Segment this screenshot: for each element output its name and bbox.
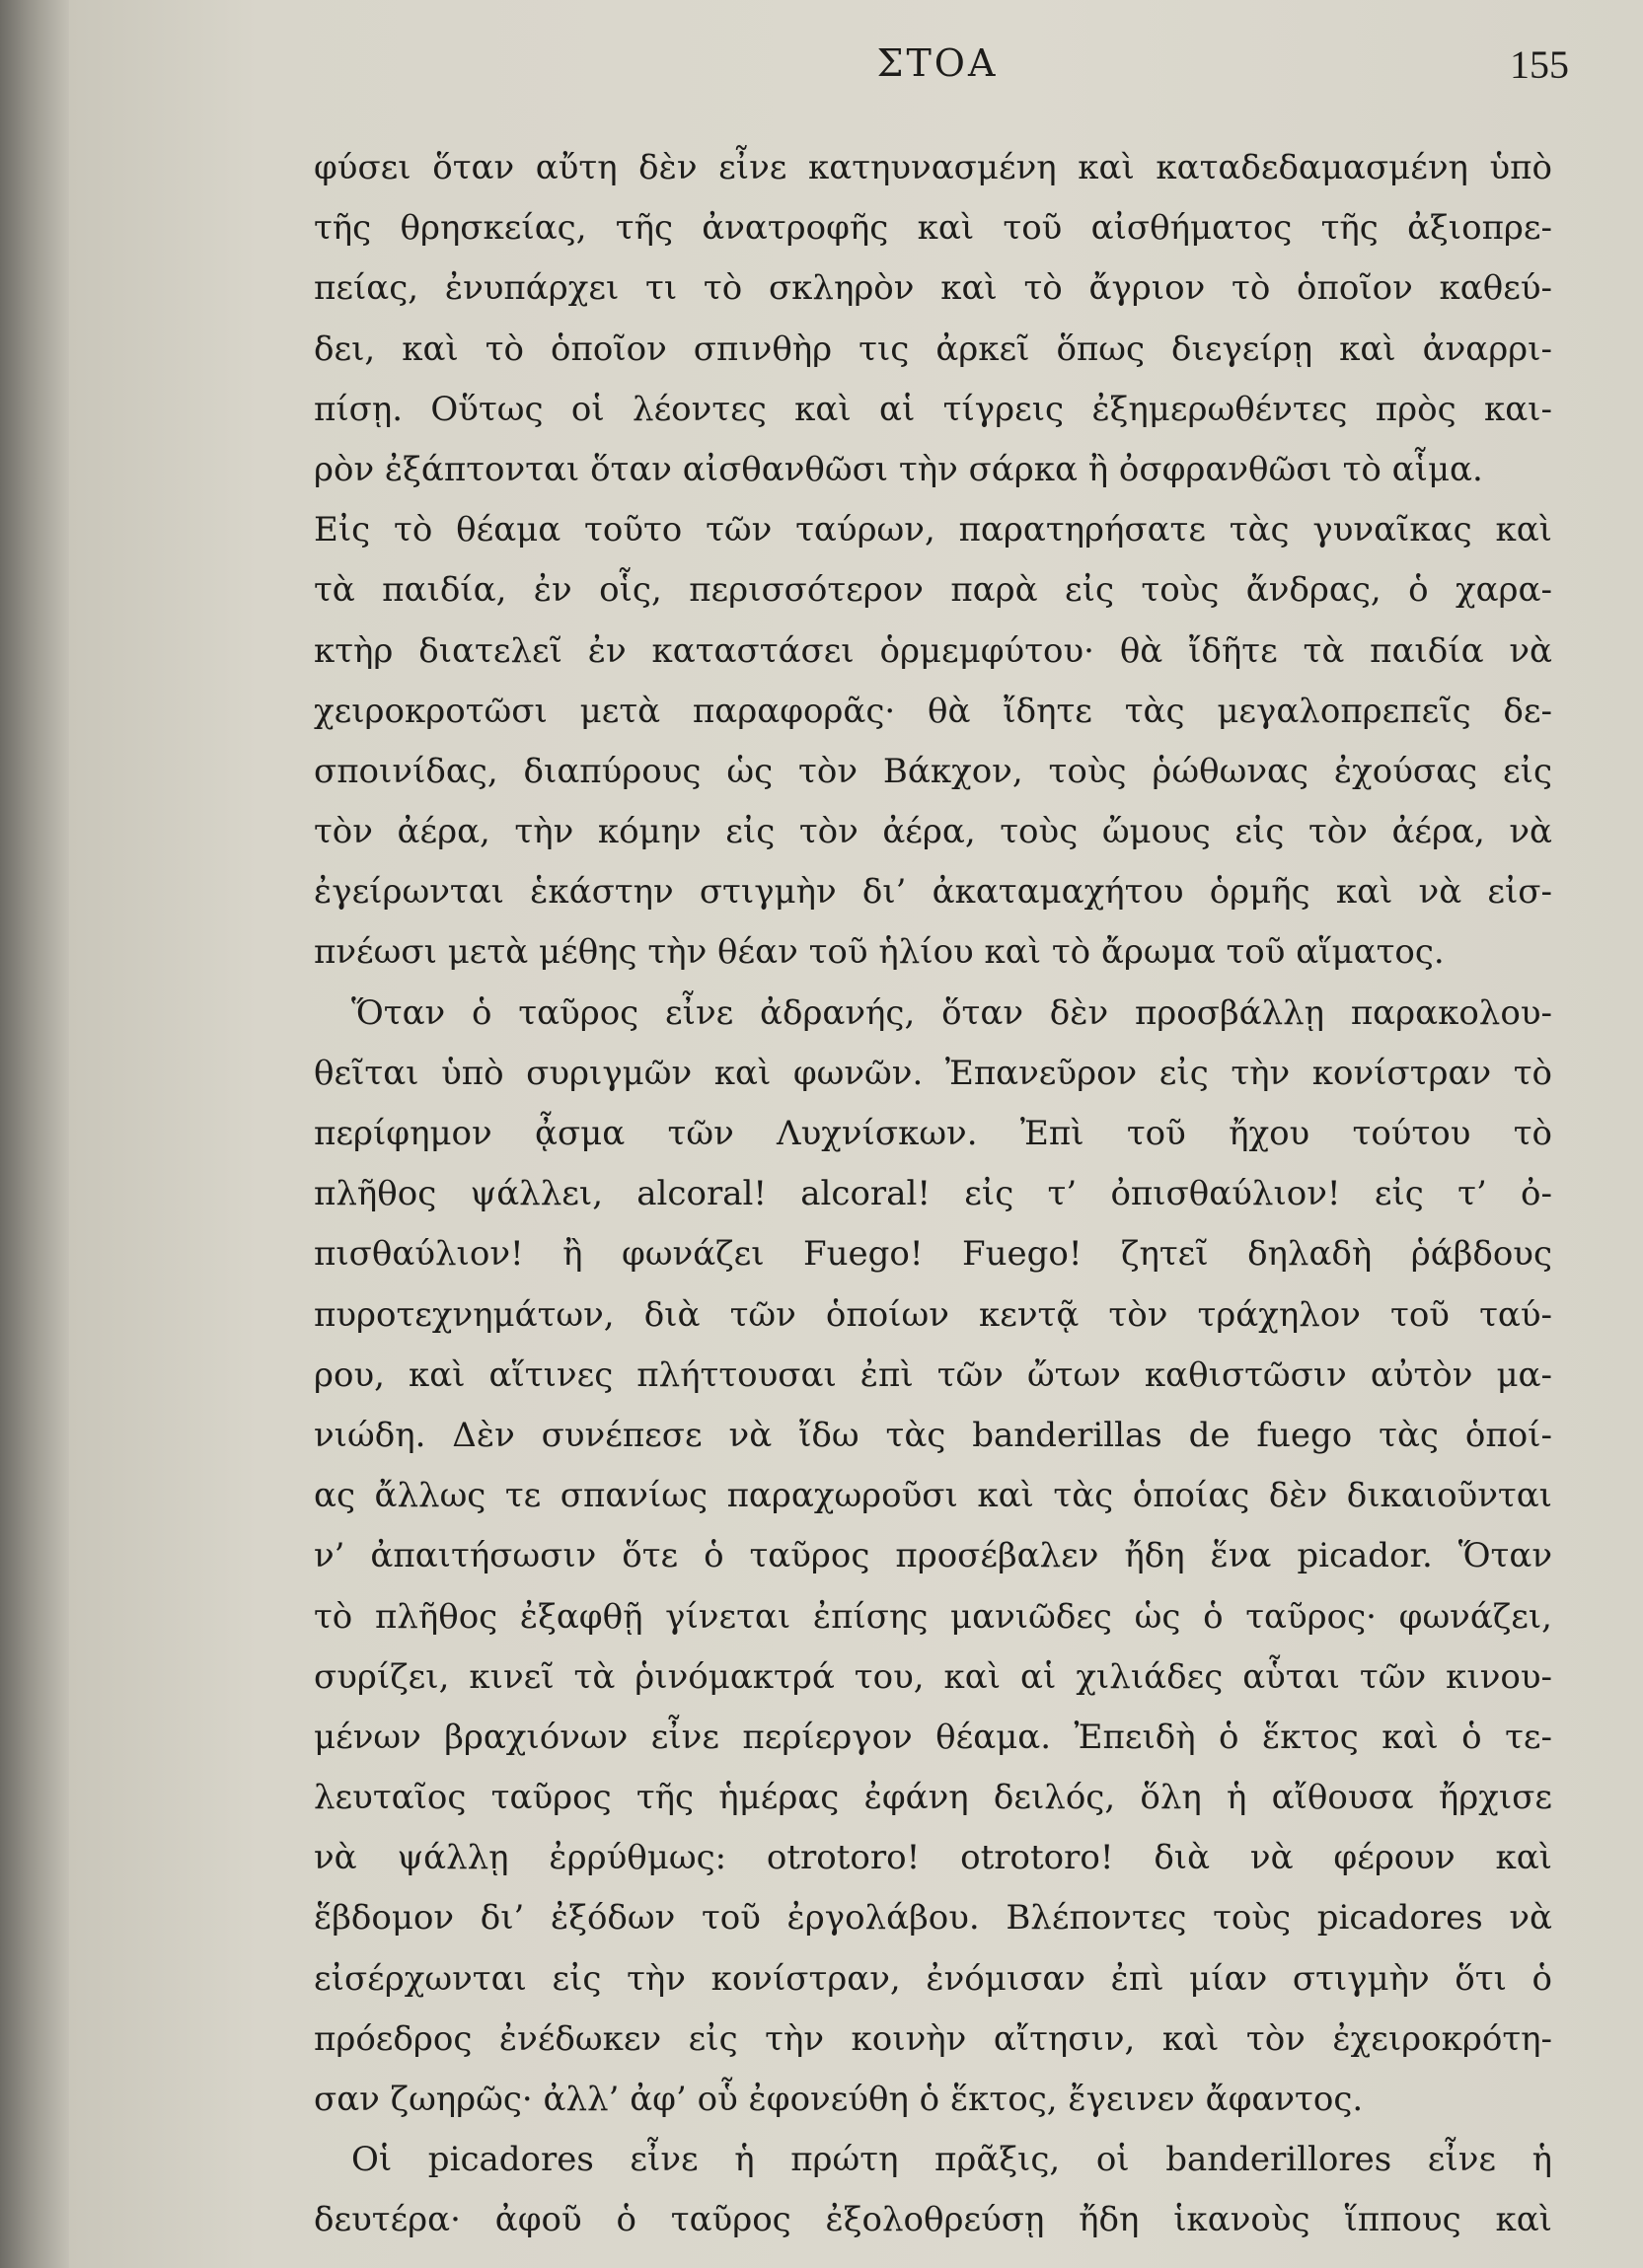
text-line: σποινίδας, διαπύρους ὡς τὸν Βάκχον, τοὺς ῥώθωνας ἐχούσας εἰς xyxy=(314,751,1552,791)
body-text xyxy=(314,138,1552,2251)
text-line: εἰσέρχωνται εἰς τὴν κονίστραν, ἐνόμισαν ἐπὶ μίαν στιγμὴν ὅτι ὁ xyxy=(314,1958,1552,1999)
text-line: πισθαύλιον! ἢ φωνάζει Fuego! Fuego! ζητεῖ δηλαδὴ ῥάβδους xyxy=(314,1234,1552,1275)
book-gutter-shadow xyxy=(0,0,69,2268)
page-header xyxy=(306,41,1569,101)
text-line: ρου, καὶ αἵτινες πλήττουσαι ἐπὶ τῶν ὤτων καθιστῶσιν αὐτὸν μα- xyxy=(314,1354,1552,1395)
text-line: ἕβδομον δι’ ἐξόδων τοῦ ἐργολάβου. Βλέποντες τοὺς picadores νὰ xyxy=(314,1898,1552,1939)
text-line: τῆς θρησκείας, τῆς ἀνατροφῆς καὶ τοῦ αἰσθήματος τῆς ἀξιοπρε- xyxy=(314,208,1552,249)
text-line: πυροτεχνημάτων, διὰ τῶν ὁποίων κεντᾷ τὸν τράχηλον τοῦ ταύ- xyxy=(314,1294,1552,1335)
text-line: πνέωσι μετὰ μέθης τὴν θέαν τοῦ ἡλίου καὶ τὸ ἄρωμα τοῦ αἵματος. xyxy=(314,932,1445,973)
text-line: ν’ ἀπαιτήσωσιν ὅτε ὁ ταῦρος προσέβαλεν ἤδη ἕνα picador. Ὅταν xyxy=(314,1536,1552,1576)
text-line: δευτέρα· ἀφοῦ ὁ ταῦρος ἐξολοθρεύσῃ ἤδη ἱκανοὺς ἵππους καὶ xyxy=(314,2200,1552,2240)
text-line: ἐγείρωνται ἑκάστην στιγμὴν δι’ ἀκαταμαχήτου ὁρμῆς καὶ νὰ εἰσ- xyxy=(314,872,1552,913)
text-line: Οἱ picadores εἶνε ἡ πρώτη πρᾶξις, οἱ banderillores εἶνε ἡ xyxy=(351,2140,1552,2180)
text-line: πλῆθος ψάλλει, alcoral! alcoral! εἰς τ’ ὀπισθαύλιον! εἰς τ’ ὀ- xyxy=(314,1174,1552,1214)
text-line: πίσῃ. Οὕτως οἱ λέοντες καὶ αἱ τίγρεις ἐξημερωθέντες πρὸς και- xyxy=(314,389,1552,429)
text-line: δει, καὶ τὸ ὁποῖον σπινθὴρ τις ἀρκεῖ ὅπως διεγείρῃ καὶ ἀναρρι- xyxy=(314,329,1552,369)
text-line: χειροκροτῶσι μετὰ παραφορᾶς· θὰ ἴδητε τὰς μεγαλοπρεπεῖς δε- xyxy=(314,691,1552,731)
page-number: 155 xyxy=(1510,42,1569,87)
text-line: θεῖται ὑπὸ συριγμῶν καὶ φωνῶν. Ἐπανεῦρον εἰς τὴν κονίστραν τὸ xyxy=(314,1053,1552,1093)
text-line: φύσει ὅταν αὔτη δὲν εἶνε κατηυνασμένη καὶ καταδεδαμασμένη ὑπὸ xyxy=(314,148,1552,187)
text-line: μένων βραχιόνων εἶνε περίεργον θέαμα. Ἐπειδὴ ὁ ἕκτος καὶ ὁ τε- xyxy=(314,1717,1552,1757)
text-line: Ὅταν ὁ ταῦρος εἶνε ἀδρανής, ὅταν δὲν προσβάλλῃ παρακολου- xyxy=(351,992,1552,1033)
text-line: πρόεδρος ἐνέδωκεν εἰς τὴν κοινὴν αἴτησιν, καὶ τὸν ἐχειροκρότη- xyxy=(314,2018,1552,2059)
text-line: περίφημον ᾆσμα τῶν Λυχνίσκων. Ἐπὶ τοῦ ἤχου τούτου τὸ xyxy=(314,1114,1552,1153)
text-line: τὸν ἀέρα, τὴν κόμην εἰς τὸν ἀέρα, τοὺς ὤμους εἰς τὸν ἀέρα, νὰ xyxy=(314,812,1552,852)
text-line: πείας, ἐνυπάρχει τι τὸ σκληρὸν καὶ τὸ ἄγριον τὸ ὁποῖον καθεύ- xyxy=(314,268,1552,309)
text-line: νιώδη. Δὲν συνέπεσε νὰ ἴδω τὰς banderillas de fuego τὰς ὁποί- xyxy=(314,1415,1552,1455)
text-line: Εἰς τὸ θέαμα τοῦτο τῶν ταύρων, παρατηρήσατε τὰς γυναῖκας καὶ xyxy=(314,510,1552,550)
book-page xyxy=(69,0,1643,2268)
running-title: ΣΤΟΑ xyxy=(876,41,999,85)
text-line: συρίζει, κινεῖ τὰ ῥινόμακτρά του, καὶ αἱ χιλιάδες αὗται τῶν κινου- xyxy=(314,1656,1552,1697)
text-line: τὸ πλῆθος ἐξαφθῇ γίνεται ἐπίσης μανιῶδες ὡς ὁ ταῦρος· φωνάζει, xyxy=(314,1596,1552,1637)
text-line: λευταῖος ταῦρος τῆς ἡμέρας ἐφάνη δειλός, ὅλη ἡ αἴθουσα ἤρχισε xyxy=(314,1778,1552,1818)
text-line: σαν ζωηρῶς· ἀλλ’ ἀφ’ οὗ ἐφονεύθη ὁ ἕκτος, ἔγεινεν ἄφαντος. xyxy=(314,2080,1364,2119)
text-line: τὰ παιδία, ἐν οἷς, περισσότερον παρὰ εἰς τοὺς ἄνδρας, ὁ χαρα- xyxy=(314,570,1552,611)
text-line: νὰ ψάλλῃ ἐρρύθμως: otrotoro! otrotoro! διὰ νὰ φέρουν καὶ xyxy=(314,1838,1552,1878)
text-line: κτὴρ διατελεῖ ἐν καταστάσει ὁρμεμφύτου· θὰ ἴδῆτε τὰ παιδία νὰ xyxy=(314,630,1552,671)
text-line: ρὸν ἐξάπτονται ὅταν αἰσθανθῶσι τὴν σάρκα ἢ ὀσφρανθῶσι τὸ αἷμα. xyxy=(314,449,1483,489)
text-line: ας ἄλλως τε σπανίως παραχωροῦσι καὶ τὰς ὁποίας δὲν δικαιοῦνται xyxy=(314,1476,1552,1516)
